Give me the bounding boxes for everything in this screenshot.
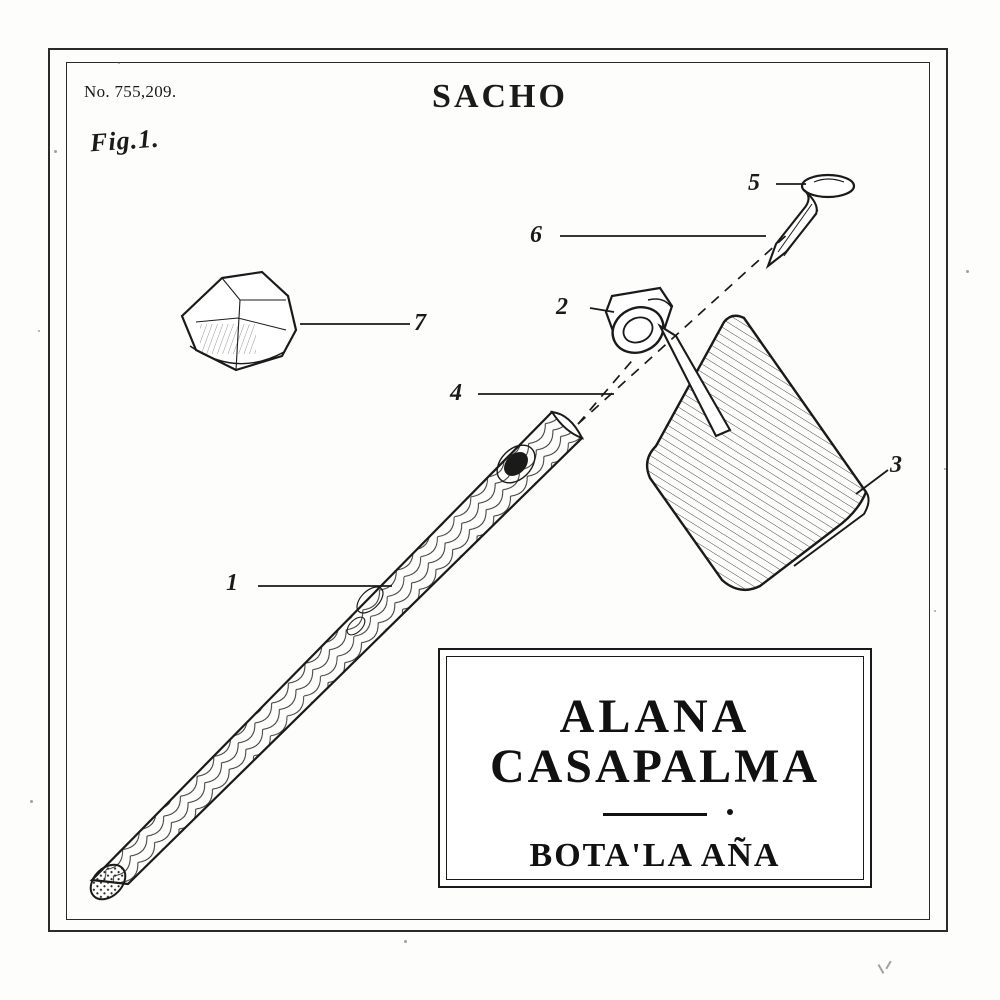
callout-1: 1: [226, 570, 238, 596]
scan-speck: [944, 468, 946, 470]
callout-4: 4: [450, 380, 462, 406]
scan-speck: [38, 330, 40, 332]
scan-speck: [30, 800, 33, 803]
callout-6: 6: [530, 222, 542, 248]
nameplate-line-1: ALANA: [559, 690, 751, 743]
nameplate-line-2: CASAPALMA: [489, 740, 821, 793]
figure-label: Fig.1.: [89, 123, 161, 158]
callout-3: 3: [890, 452, 902, 478]
nameplate-divider: [603, 813, 707, 816]
scan-speck: [404, 940, 407, 943]
callout-5: 5: [748, 170, 760, 196]
pin-part-5-6: [768, 175, 854, 266]
scan-speck: [934, 610, 936, 612]
callout-7: 7: [414, 310, 426, 336]
patent-number: No. 755,209.: [84, 82, 177, 101]
nameplate-line-3: BOTA'LA AÑA: [529, 837, 781, 874]
scan-speck: [966, 270, 969, 273]
page-title: SACHO: [432, 78, 568, 115]
wedge-part-7: [182, 272, 296, 370]
scan-speck: [118, 62, 120, 64]
callout-2: 2: [556, 294, 568, 320]
nameplate-box: [438, 648, 872, 888]
nameplate-dot: [727, 809, 733, 815]
nameplate-inner-border: [446, 656, 864, 880]
scan-speck: [54, 150, 57, 153]
